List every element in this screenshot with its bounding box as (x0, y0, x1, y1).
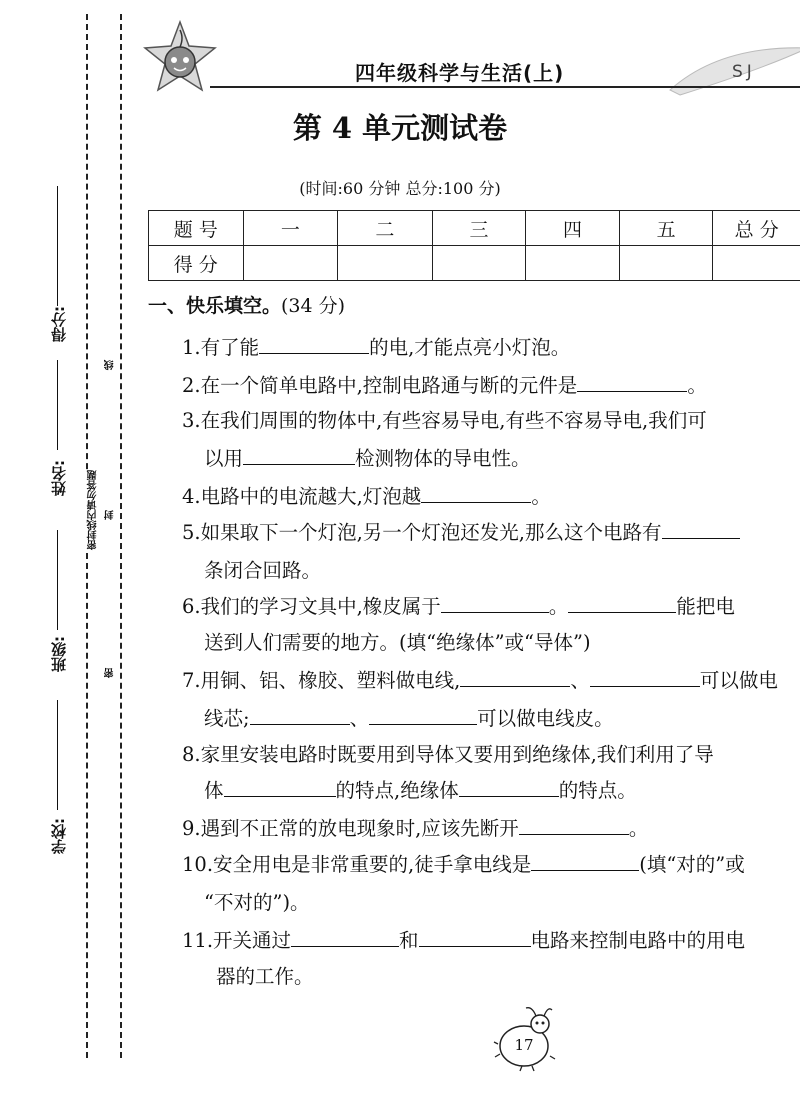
question-text: 送到人们需要的地方。(填“绝缘体”或“导体”) (204, 631, 591, 654)
question-text: 。 (687, 374, 707, 397)
question-text: 体 (204, 779, 224, 802)
exam-title: 第 4 单元测试卷 (292, 111, 508, 145)
star-mascot-icon (140, 18, 220, 98)
name-write-line (57, 360, 58, 450)
question-text: 10.安全用电是非常重要的,徒手拿电线是 (182, 853, 532, 876)
question-text: 4.电路中的电流越大,灯泡越 (182, 485, 422, 508)
table-cell: 题 号 (149, 211, 244, 246)
question-text: 9.遇到不正常的放电现象时,应该先断开 (182, 817, 519, 840)
question-11-cont (216, 961, 314, 989)
question-text: 线芯; (204, 707, 250, 730)
question-text: 以用 (204, 447, 244, 470)
answer-blank[interactable] (590, 668, 700, 687)
seal-note: 密封线内请勿答题 (88, 470, 99, 550)
score-cell[interactable] (432, 246, 526, 281)
school-write-line (57, 700, 58, 810)
seal-dashed-line-inner (120, 14, 122, 1058)
question-9 (182, 813, 648, 841)
question-10 (182, 849, 745, 877)
answer-blank[interactable] (369, 706, 477, 725)
question-text: 条闭合回路。 (204, 559, 322, 582)
answer-blank[interactable] (662, 520, 740, 539)
question-text: 3.在我们周围的物体中,有些容易导电,有些不容易导电,我们可 (182, 409, 707, 432)
question-4 (182, 481, 551, 509)
question-text: 可以做电线皮。 (477, 707, 614, 730)
header-rule (210, 86, 800, 88)
answer-blank[interactable] (419, 928, 531, 947)
question-7-cont (204, 703, 614, 731)
question-text: 。 (548, 595, 569, 618)
section-points: (34 分) (281, 295, 346, 317)
score-table-score-row (149, 246, 800, 281)
question-text: 8.家里安装电路时既要用到导体又要用到绝缘体,我们利用了导 (182, 743, 714, 766)
question-1 (182, 332, 570, 360)
question-6-cont (204, 627, 591, 655)
question-text: “不对的”)。 (204, 891, 310, 914)
table-cell: 四 (526, 211, 620, 246)
answer-blank[interactable] (577, 373, 687, 392)
question-3-cont (204, 443, 531, 471)
question-text: 的特点。 (558, 779, 637, 802)
question-text: 电路来控制电路中的用电 (530, 929, 746, 952)
school-label: 学校: (50, 818, 68, 854)
question-2 (182, 370, 707, 398)
question-text: 1.有了能 (182, 336, 260, 359)
answer-blank[interactable] (224, 778, 336, 797)
section-heading (148, 291, 345, 318)
score-table-header-row (149, 211, 800, 246)
question-text: 的电,才能点亮小灯泡。 (369, 336, 571, 359)
series-code: SJ (732, 62, 756, 82)
score-cell[interactable] (338, 246, 433, 281)
score-cell[interactable] (713, 246, 800, 281)
question-8-cont (204, 775, 637, 803)
answer-blank[interactable] (460, 668, 570, 687)
table-cell: 得 分 (149, 246, 244, 281)
question-text: 。 (628, 817, 649, 840)
answer-blank[interactable] (459, 778, 559, 797)
table-cell: 五 (619, 211, 713, 246)
question-text: 能把电 (676, 595, 735, 618)
question-text: 、 (570, 669, 590, 692)
question-text: 2.在一个简单电路中,控制电路通与断的元件是 (182, 374, 578, 397)
question-5 (182, 517, 740, 545)
seal-char-seal: 封 (105, 510, 116, 520)
question-text: 6.我们的学习文具中,橡皮属于 (182, 595, 441, 618)
class-write-line (57, 530, 58, 630)
question-8 (182, 739, 714, 767)
question-text: 和 (399, 929, 419, 952)
question-text: 器的工作。 (216, 965, 314, 988)
answer-blank[interactable] (291, 928, 399, 947)
seal-char-secret: 密 (105, 668, 116, 678)
page-number: 17 (514, 1036, 534, 1054)
question-5-cont (204, 555, 321, 583)
question-11 (182, 925, 745, 953)
score-write-line (57, 186, 58, 306)
question-10-cont (204, 887, 310, 915)
question-text: 11.开关通过 (182, 929, 292, 952)
question-6 (182, 591, 735, 619)
score-cell[interactable] (243, 246, 338, 281)
section-title: 一、快乐填空。 (148, 295, 282, 317)
feather-decoration-icon (660, 40, 800, 102)
book-title: 四年级科学与生活(上) (355, 61, 565, 85)
seal-char-line: 线 (105, 360, 116, 370)
question-text: 、 (349, 707, 370, 730)
score-cell[interactable] (619, 246, 713, 281)
question-text: 检测物体的导电性。 (355, 447, 531, 470)
question-text: 。 (531, 485, 551, 508)
table-cell: 总 分 (713, 211, 800, 246)
answer-blank[interactable] (531, 852, 639, 871)
binding-margin (0, 0, 120, 1098)
question-text: 可以做电 (699, 669, 778, 692)
score-label: 得分: (50, 306, 68, 342)
answer-blank[interactable] (250, 706, 350, 725)
question-3 (182, 405, 707, 433)
answer-blank[interactable] (259, 335, 369, 354)
question-text: (填“对的”或 (639, 853, 745, 876)
exam-subtitle: (时间:60 分钟 总分:100 分) (299, 179, 501, 198)
answer-blank[interactable] (441, 594, 549, 613)
page-number-badge (492, 1004, 562, 1074)
score-cell[interactable] (526, 246, 620, 281)
name-label: 姓名: (50, 460, 68, 496)
class-label: 班级: (50, 636, 68, 672)
answer-blank[interactable] (568, 594, 676, 613)
score-table (148, 210, 800, 281)
question-text: 5.如果取下一个灯泡,另一个灯泡还发光,那么这个电路有 (182, 521, 662, 544)
answer-blank[interactable] (421, 484, 531, 503)
table-cell: 一 (243, 211, 338, 246)
question-text: 的特点,绝缘体 (335, 779, 459, 802)
table-cell: 三 (432, 211, 526, 246)
table-cell: 二 (338, 211, 433, 246)
answer-blank[interactable] (243, 446, 355, 465)
question-text: 7.用铜、铝、橡胶、塑料做电线, (182, 669, 461, 692)
question-7 (182, 665, 778, 693)
answer-blank[interactable] (519, 816, 629, 835)
